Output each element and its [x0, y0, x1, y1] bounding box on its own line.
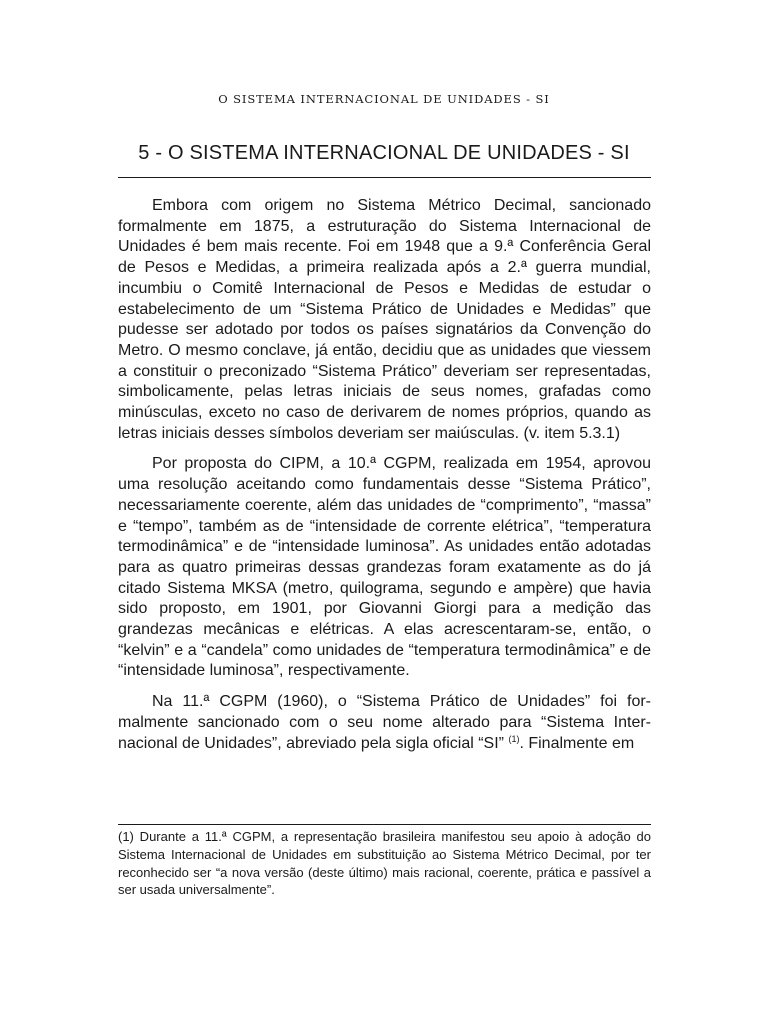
paragraph-3-text: Na 11.ª CGPM (1960), o “Sistema Prático de Unidades” foi formalmente sancionado com o seu nome alterado para “Sistema Internacional de Unidades”, abreviado pela sigla oficial “SI”: [118, 693, 651, 752]
chapter-title: 5 - O SISTEMA INTERNACIONAL DE UNIDADES - SI: [138, 142, 630, 164]
paragraph-3-text-end: . Finalmente em: [519, 734, 635, 752]
footnote-reference: (1): [508, 733, 520, 744]
running-head: O SISTEMA INTERNACIONAL DE UNIDADES - SI: [218, 92, 550, 106]
footnote-divider: [118, 824, 651, 825]
paragraph-1: Embora com origem no Sistema Métrico Decimal, sancionado formalmente em 1875, a estruturação do Sistema Internacional de Unidades é bem mais recente. Foi em 1948 que a 9.ª Conferência Geral de Pesos e Medidas, a primeira realizada após a 2.ª guerra mundial, incumbiu o Comitê Internacional de Pesos e Medidas de estudar o estabelecimento de um “Sistema Prático de Unidades e Medidas” que pudesse ser adotado por todos os países signatários da Convenção do Metro. O mesmo conclave, já então, decidiu que as unidades que viessem a constituir o preconizado “Sistema Prático” deveriam ser representadas, simbolicamente, pelas letras iniciais de seus nomes, grafadas como minúsculas, exceto no caso de derivarem de nomes próprios, quando as letras iniciais desses símbolos deveriam ser maiúsculas. (v. item 5.3.1): [118, 197, 651, 442]
paragraph-3: [118, 692, 651, 754]
paragraph-2: Por proposta do CIPM, a 10.ª CGPM, realizada em 1954, aprovou uma resolução aceitando como fundamentais desse “Sistema Prático”, necessariamente coerente, além das unidades de “comprimento”, “massa” e “tempo”, também as de “intensidade de corrente elétrica”, “temperatura termodinâmica” e de “intensidade luminosa”. As unidades então adotadas para as quatro primeiras dessas grandezas foram exatamente as do já citado Sistema MKSA (metro, quilograma, segundo e ampère) que havia sido proposto, em 1901, por Giovanni Giorgi para a medição das grandezas mecânicas e elétricas. A elas acrescentaram-se, então, o “kelvin” e a “candela” como unidades de “temperatura termodinâmica” e de “intensidade luminosa”, respectivamente.: [118, 455, 651, 680]
footnote: (1) Durante a 11.ª CGPM, a representação brasileira manifestou seu apoio à adoção do Sistema Internacional de Unidades em substituição ao Sistema Métrico Decimal, por ter reconhecido ser “a nova versão (deste último) mais racional, coerente, prática e passível a ser usada universalmente”.: [118, 829, 651, 898]
title-divider: [118, 177, 651, 178]
body-text: [118, 196, 651, 764]
